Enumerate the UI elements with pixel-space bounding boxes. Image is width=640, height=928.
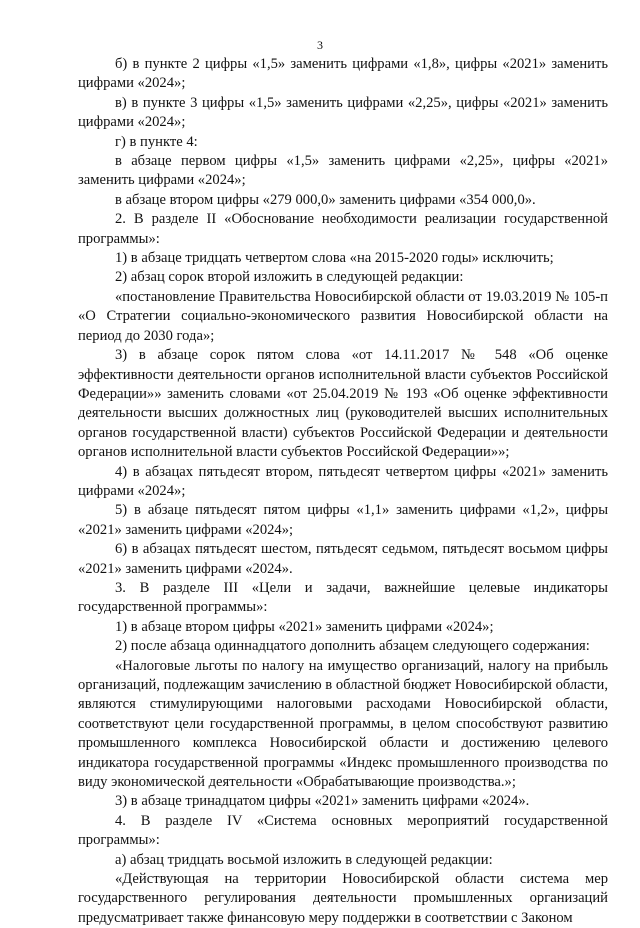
paragraph: 2) после абзаца одиннадцатого дополнить абзацем следующего содержания: <box>115 638 590 655</box>
document-body <box>78 55 608 928</box>
paragraph: 4. В разделе IV «Система основных мероприятий государственной программы»: <box>78 812 608 849</box>
paragraph: 1) в абзаце тридцать четвертом слова «на 2015-2020 годы» исключить; <box>115 250 554 267</box>
paragraph: 2. В разделе II «Обоснование необходимости реализации государственной программы»: <box>78 211 608 247</box>
paragraph: г) в пункте 4: <box>115 133 198 150</box>
paragraph: 6) в абзацах пятьдесят шестом, пятьдесят седьмом, пятьдесят восьмом цифры «2021» заменить цифрами «2024». <box>78 541 608 577</box>
paragraph: 4) в абзацах пятьдесят втором, пятьдесят четвертом цифры «2021» заменить цифрами «2024»; <box>78 463 608 499</box>
paragraph: в абзаце первом цифры «1,5» заменить цифрами «2,25», цифры «2021» заменить цифрами «2024»; <box>78 153 608 189</box>
paragraph: в абзаце втором цифры «279 000,0» заменить цифрами «354 000,0». <box>115 191 536 208</box>
paragraph: «Налоговые льготы по налогу на имущество организаций, налогу на прибыль организаций, подлежащим зачислению в областной бюджет Новосибирской области, являются стимулирующими налоговыми расходами Новосибирской области, соответствуют цели государственной программы, в целом способствуют развитию промышленного комплекса Новосибирской области и достижению целевого индикатора государственной программы «Индекс промышленного производства по виду экономической деятельности «Обрабатывающие производства.»; <box>78 657 608 791</box>
paragraph: б) в пункте 2 цифры «1,5» заменить цифрами «1,8», цифры «2021» заменить цифрами «2024»; <box>78 56 608 92</box>
paragraph: 5) в абзаце пятьдесят пятом цифры «1,1» заменить цифрами «1,2», цифры «2021» заменить цифрами «2024»; <box>78 502 608 538</box>
page-number: 3 <box>317 38 323 52</box>
paragraph: «Действующая на территории Новосибирской области система мер государственного регулирования деятельности промышленных организаций предусматривает также финансовую меру поддержки в соответствии с Законом <box>78 871 608 926</box>
paragraph: а) абзац тридцать восьмой изложить в следующей редакции: <box>115 851 493 868</box>
paragraph: «постановление Правительства Новосибирской области от 19.03.2019 № 105-п «О Стратегии социально-экономического развития Новосибирской области на период до 2030 года»; <box>78 288 608 344</box>
paragraph: 3. В разделе III «Цели и задачи, важнейшие целевые индикаторы государственной программы»: <box>78 579 608 616</box>
paragraph: 1) в абзаце втором цифры «2021» заменить цифрами «2024»; <box>115 618 494 635</box>
paragraph: 2) абзац сорок второй изложить в следующей редакции: <box>115 269 464 286</box>
paragraph: в) в пункте 3 цифры «1,5» заменить цифрами «2,25», цифры «2021» заменить цифрами «2024»; <box>78 94 608 131</box>
paragraph: 3) в абзаце сорок пятом слова «от 14.11.2017 № 548 «Об оценке эффективности деятельности органов исполнительной власти субъектов Российской Федерации»» заменить словами «от 25.04.2019 № 193 «Об оценке эффективности деятельности высших должностных лиц (руководителей высших исполнительных органов государственной власти) субъектов Российской Федерации и деятельности органов исполнительной власти субъектов Российской Федерации»»; <box>78 347 608 461</box>
paragraph: 3) в абзаце тринадцатом цифры «2021» заменить цифрами «2024». <box>115 793 530 810</box>
